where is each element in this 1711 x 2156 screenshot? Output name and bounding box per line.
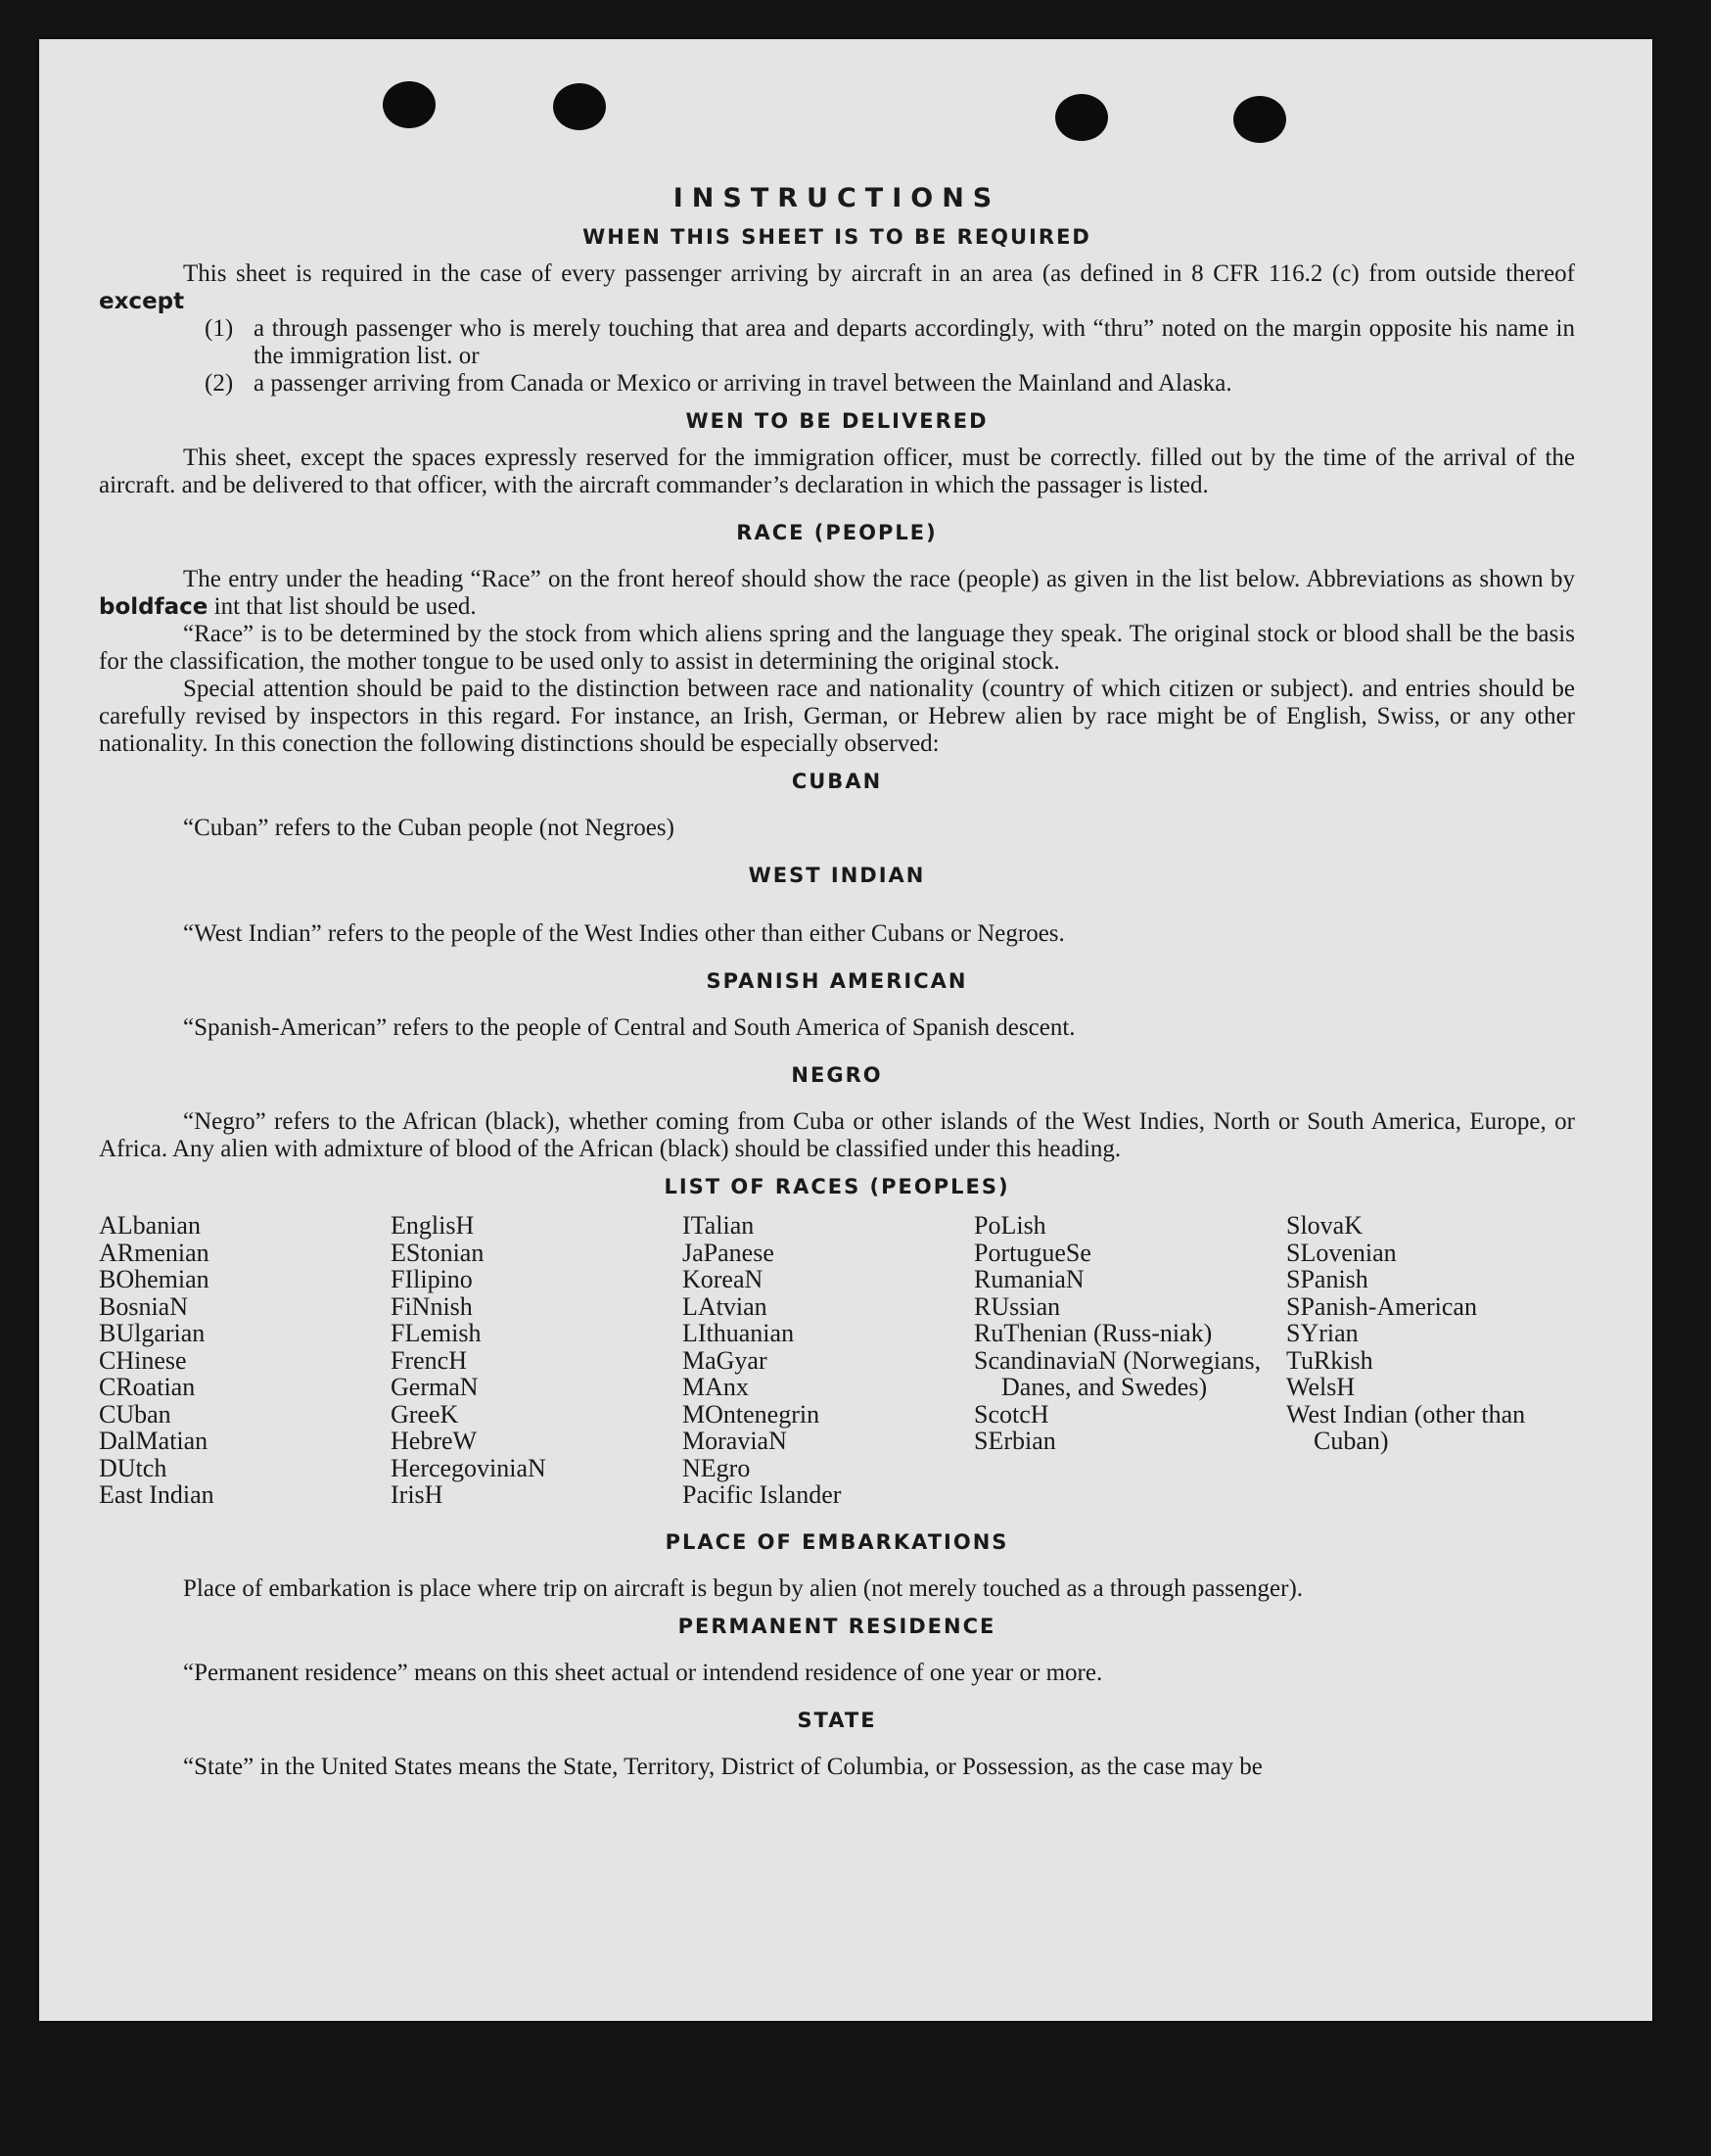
list-item: TuRkish [1286,1345,1373,1375]
list-item: WelsH [1286,1373,1356,1401]
negro-text: “Negro” refers to the African (black), whether coming from Cuba or other islands of the West Indies, North or South America, Europe, or Africa. Any alien with admixture of blood of the African (black) should be classified under this heading. [99,1108,1575,1162]
list-item: SPanish [1286,1265,1368,1293]
heading-spanish-american: SPANISH AMERICAN [706,969,968,993]
list-item: MaGyar [682,1345,767,1375]
list-item: ALbanian [99,1211,201,1240]
list-item: BosniaN [99,1291,188,1321]
list-item: KoreaN [682,1265,763,1293]
list-item: LIthuanian [682,1319,795,1347]
list-item: RuThenian (Russ-niak) [974,1319,1213,1347]
list-item: SlovaK [1286,1211,1363,1240]
heading-race: RACE (PEOPLE) [736,521,938,544]
races-list [99,1212,1575,1509]
list-item: SYrian [1286,1319,1359,1347]
heading-state: STATE [797,1708,877,1732]
list-item: (1) a through passenger who is merely touching that area and departs accordingly, with “thru” noted on the margin opposite his name in the immigration list. or [205,315,1575,369]
delivered-text: This sheet, except the spaces expressly reserved for the immigration officer, must be correctly. filled out by the time of the arrival of the aircraft. and be delivered to that officer, with the aircraft commander’s declaration in which the passager is listed. [99,445,1575,498]
list-item: RUssian [974,1291,1061,1321]
list-item: FLemish [391,1319,482,1347]
punch-hole [1055,94,1108,141]
residence-text: “Permanent residence” means on this sheet actual or intendend residence of one year or more. [183,1659,1103,1686]
list-item: ITalian [682,1211,755,1240]
punch-hole [553,83,606,130]
list-item: GreeK [391,1399,459,1429]
list-item: EStonian [391,1238,485,1267]
list-item: RumaniaN [974,1265,1085,1293]
list-item: SLovenian [1286,1238,1397,1267]
race-paragraph-1: The entry under the heading “Race” on the front hereof should show the race (people) as given in the list below. Abbreviations as shown by boldface int that list should be used. [99,566,1575,620]
list-item: East Indian [99,1480,214,1509]
list-item: IrisH [391,1480,443,1509]
races-column-4 [974,1212,1286,1509]
list-item: HercegoviniaN [391,1453,546,1482]
list-item: ARmenian [99,1238,209,1267]
state-text: “State” in the United States means the State, Territory, District of Columbia, or Possession, as the case may be [183,1753,1263,1780]
embarkation-text: Place of embarkation is place where trip on aircraft is begun by alien (not merely touched as a through passenger). [183,1574,1304,1602]
heading-when-required: WHEN THIS SHEET IS TO BE REQUIRED [582,225,1091,249]
list-item: SPanish-American [1286,1291,1477,1321]
race-paragraph-2: “Race” is to be determined by the stock from which aliens spring and the language they speak. The original stock or blood shall be the basis for the classification, the mother tongue to be used only to assist in determining the original stock. [99,621,1575,675]
list-item: BOhemian [99,1265,209,1293]
list-item: BUlgarian [99,1319,206,1347]
punch-hole [1233,96,1286,143]
west-indian-text: “West Indian” refers to the people of the West Indies other than either Cubans or Negroes. [183,920,1065,947]
list-item: ScotcH [974,1399,1049,1429]
list-item: West Indian (other than Cuban) [1286,1399,1526,1455]
list-item: FrencH [391,1345,467,1375]
boldface-word: boldface [99,594,208,620]
races-column-2 [391,1212,682,1509]
list-item: NEgro [682,1453,751,1482]
heading-embarkation: PLACE OF EMBARKATIONS [665,1529,1009,1554]
list-item: FiNnish [391,1291,473,1321]
cuban-text: “Cuban” refers to the Cuban people (not Negroes) [183,815,674,841]
heading-west-indian: WEST INDIAN [748,864,926,887]
heading-negro: NEGRO [791,1063,883,1087]
list-item: CUban [99,1399,171,1429]
list-item: HebreW [391,1427,478,1455]
except-bold: except [99,289,185,314]
list-item: MoraviaN [682,1427,787,1455]
races-column-1 [99,1212,391,1509]
when-required-intro: This sheet is required in the case of every passenger arriving by aircraft in an area (as defined in 8 CFR 116.2 (c) from outside thereof except [99,260,1575,314]
punch-hole [383,81,436,128]
heading-residence: PERMANENT RESIDENCE [677,1614,996,1638]
list-item: ScandinaviaN (Norwegians, Danes, and Swedes) [974,1345,1262,1401]
heading-delivered: WEN TO BE DELIVERED [685,409,989,433]
list-item: PortugueSe [974,1238,1091,1267]
list-item: GermaN [391,1373,479,1401]
list-item: MAnx [682,1373,749,1401]
list-item: Pacific Islander [682,1480,842,1509]
list-item: MOntenegrin [682,1399,820,1429]
heading-list-races: LIST OF RACES (PEOPLES) [664,1175,1010,1198]
races-column-5 [1286,1212,1575,1509]
heading-cuban: CUBAN [791,770,883,793]
page-title: INSTRUCTIONS [672,183,1001,213]
list-item: LAtvian [682,1291,767,1321]
list-item: DalMatian [99,1427,208,1455]
list-item: (2) a passenger arriving from Canada or Mexico or arriving in travel between the Mainland and Alaska. [205,370,1232,397]
list-item: CRoatian [99,1373,196,1401]
list-item: EnglisH [391,1211,475,1240]
form-sheet [39,39,1652,2021]
list-item: DUtch [99,1453,167,1482]
list-item: JaPanese [682,1238,774,1267]
list-item: FIlipino [391,1265,473,1293]
instructions-content [99,183,1575,1781]
spanish-american-text: “Spanish-American” refers to the people of Central and South America of Spanish descent. [183,1014,1076,1041]
exception-list [205,315,1575,398]
list-item: SErbian [974,1427,1056,1455]
race-paragraph-3: Special attention should be paid to the distinction between race and nationality (country of which citizen or subject). and entries should be carefully revised by inspectors in this regard. For instance, an Irish, German, or Hebrew alien by race might be of English, Swiss, or any other nationality. In this conection the following distinctions should be especially observed: [99,676,1575,757]
races-column-3 [682,1212,974,1509]
list-item: PoLish [974,1211,1046,1240]
list-item: CHinese [99,1345,187,1375]
